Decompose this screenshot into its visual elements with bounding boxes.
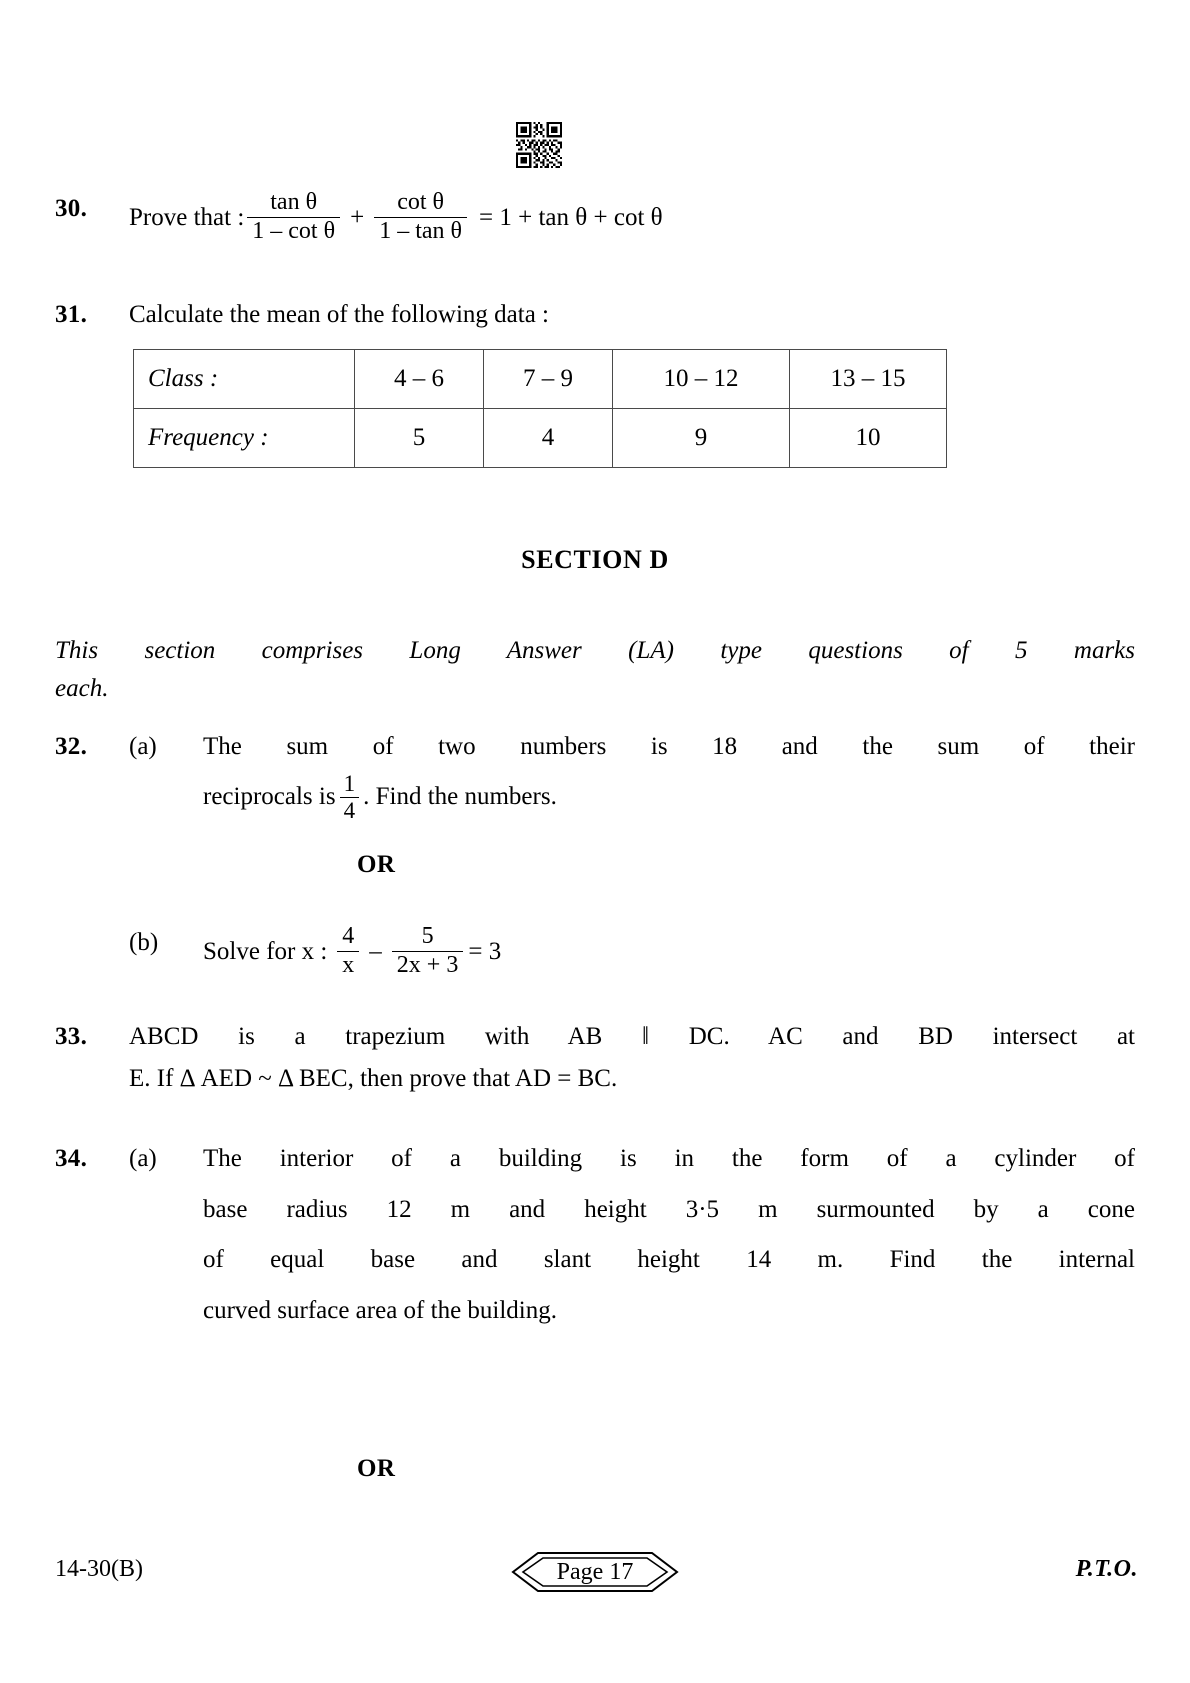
solve-for-x-prompt: Solve for x : xyxy=(203,937,328,965)
question-33-number: 33. xyxy=(55,1023,88,1050)
question-31 xyxy=(55,296,1135,334)
question-34-option-a-line-3: of equal base and slant height 14 m. Find the internal xyxy=(203,1246,1135,1273)
plus-operator: + xyxy=(350,203,365,231)
question-32-option-a-label: (a) xyxy=(129,733,157,760)
fraction-denominator: 1 – cot θ xyxy=(247,217,340,245)
question-32 xyxy=(55,728,1135,823)
question-33-line-1: ABCD is a trapezium with AB ‖ DC. AC and BD intersect at xyxy=(129,1023,1135,1050)
footer-pto: P.T.O. xyxy=(1075,1556,1138,1582)
section-d-note-line-2: each. xyxy=(55,675,109,702)
question-32b-fraction-1 xyxy=(337,924,359,979)
table-cell: 4 xyxy=(484,409,613,468)
table-cell: 7 – 9 xyxy=(484,350,613,409)
question-30-fraction-1 xyxy=(247,190,340,245)
fraction-denominator: 4 xyxy=(340,797,360,823)
question-32-option-b-label: (b) xyxy=(129,929,159,956)
question-33 xyxy=(55,1018,1135,1097)
question-30-body xyxy=(129,190,663,245)
fraction-denominator: 2x + 3 xyxy=(392,951,464,979)
question-30-fraction-2 xyxy=(374,190,467,245)
fraction-denominator: x xyxy=(337,951,359,979)
section-d-note xyxy=(55,632,1135,708)
fraction-numerator: 1 xyxy=(343,770,356,796)
table-row xyxy=(134,350,947,409)
question-31-number: 31. xyxy=(55,301,88,328)
question-33-body xyxy=(129,1018,1135,1097)
question-34-option-a-line-1: The interior of a building is in the form of a cylinder of xyxy=(203,1145,1135,1172)
page-number-badge xyxy=(510,1550,680,1594)
footer-page-label: Page 17 xyxy=(556,1558,634,1585)
question-34-or-label: OR xyxy=(357,1455,396,1482)
find-numbers-text: . Find the numbers. xyxy=(363,783,557,811)
fraction-denominator: 1 – tan θ xyxy=(374,217,467,245)
question-33-line-2: E. If Δ AED ~ Δ BEC, then prove that AD = BC. xyxy=(129,1064,618,1092)
section-d-note-line-1: This section comprises Long Answer (LA) type questions of 5 marks xyxy=(55,637,1135,664)
question-31-prompt: Calculate the mean of the following data : xyxy=(129,301,549,328)
fraction-numerator: tan θ xyxy=(270,189,318,215)
question-30-prompt: Prove that : xyxy=(129,203,245,231)
footer-paper-code: 14-30(B) xyxy=(55,1556,143,1582)
question-32-option-b xyxy=(129,924,1139,979)
question-32-option-b-body xyxy=(203,924,501,979)
question-34-number: 34. xyxy=(55,1145,88,1172)
question-34-option-a-line-2: base radius 12 m and height 3·5 m surmounted by a cone xyxy=(203,1195,1135,1223)
question-30-rhs: = 1 + tan θ + cot θ xyxy=(479,203,663,231)
fraction-numerator: 5 xyxy=(421,923,434,949)
section-d-heading: SECTION D xyxy=(521,545,669,574)
question-32-number: 32. xyxy=(55,733,88,760)
question-32-option-a-line-2 xyxy=(203,772,557,823)
qr-code-icon xyxy=(516,122,562,168)
question-32b-rhs: = 3 xyxy=(468,937,502,965)
question-32-or-label: OR xyxy=(357,851,396,878)
question-32-option-a-line-1: The sum of two numbers is 18 and the sum of their xyxy=(203,733,1135,760)
table-cell: 13 – 15 xyxy=(790,350,947,409)
table-row xyxy=(134,409,947,468)
fraction-numerator: 4 xyxy=(342,923,355,949)
minus-operator: – xyxy=(369,937,382,965)
question-32b-fraction-2 xyxy=(392,924,464,979)
question-32-fraction xyxy=(340,772,360,823)
question-30 xyxy=(55,190,1135,245)
table-cell: 10 – 12 xyxy=(613,350,790,409)
table-cell: 5 xyxy=(355,409,484,468)
question-34 xyxy=(55,1140,1135,1329)
page-footer xyxy=(0,1548,1190,1608)
reciprocals-text: reciprocals is xyxy=(203,783,336,811)
fraction-numerator: cot θ xyxy=(397,189,445,215)
question-34-option-a-body xyxy=(203,1140,1135,1329)
question-34-option-a-line-4: curved surface area of the building. xyxy=(203,1296,558,1324)
table-cell: 4 – 6 xyxy=(355,350,484,409)
table-cell: 9 xyxy=(613,409,790,468)
frequency-distribution-table xyxy=(133,349,947,468)
question-34-option-a-label: (a) xyxy=(129,1145,157,1172)
table-row-header: Frequency : xyxy=(134,409,355,468)
question-32-option-a-body xyxy=(203,728,1135,823)
table-cell: 10 xyxy=(790,409,947,468)
table-row-header: Class : xyxy=(134,350,355,409)
question-30-number: 30. xyxy=(55,195,88,222)
